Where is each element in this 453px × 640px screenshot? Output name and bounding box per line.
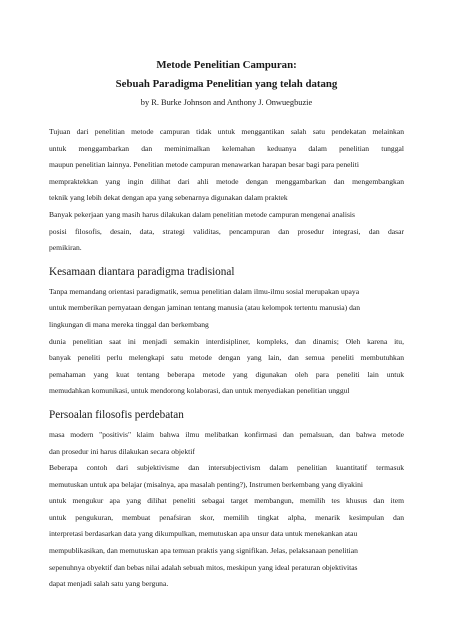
document-author: by R. Burke Johnson and Anthony J. Onwuegbuzie [140, 98, 313, 107]
text-line: Banyak pekerjaan yang masih harus dilakukan dalam penelitian metode campuran mengenai analisis [49, 209, 355, 219]
text-line: maupun penelitian lainnya. Penelitian metode campuran menawarkan harapan besar bagi para peneliti [49, 160, 359, 170]
section-philosophical-body [49, 427, 404, 593]
text-line: dunia penelitian saat ini menjadi semakin interdisipliner, kompleks, dan dinamis; Oleh karena itu, [49, 336, 404, 346]
text-line: banyak peneliti perlu melengkapi satu metode dengan yang lain, dan semua peneliti membutuhkan [49, 353, 404, 363]
text-line: sepenuhnya obyektif dan bebas nilai adalah sebuah mitos, meskipun yang ideal peraturan objektivitas [49, 562, 358, 572]
text-line: teknik yang lebih dekat dengan apa yang sebenarnya digunakan dalam praktek [49, 193, 288, 203]
document-title-line-2: Sebuah Paradigma Penelitian yang telah datang [115, 78, 338, 90]
intro-paragraph [49, 124, 404, 257]
text-line: interpretasi berdasarkan data yang dikumpulkan, memutuskan apa unsur data untuk menekankan atau [49, 529, 358, 539]
section-similarities-body [49, 284, 404, 400]
text-line: posisi filosofis, desain, data, strategi validitas, pencampuran dan prosedur integrasi, dan dasar [49, 226, 404, 236]
text-line: pemahaman yang kuat tentang beberapa metode yang digunakan oleh para peneliti lain untuk [49, 369, 404, 379]
text-line: memutuskan untuk apa belajar (misalnya, apa masalah penting?), Instrumen berkembang yang diyakini [49, 479, 363, 489]
text-line: memudahkan komunikasi, untuk mendorong kolaborasi, dan untuk menyediakan penelitian unggul [49, 386, 350, 396]
text-line: mempraktekkan yang ingin dilihat dari ahli metode dengan menggambarkan dan mengembangkan [49, 176, 404, 186]
text-line: Tanpa memandang orientasi paradigmatik, semua penelitian dalam ilmu-ilmu sosial merupakan upaya [49, 286, 360, 296]
text-line: pemikiran. [49, 243, 82, 253]
text-line: dapat menjadi salah satu yang berguna. [49, 579, 169, 589]
text-line: untuk pengukuran, membuat penafsiran skor, memilih tingkat alpha, menarik kesimpulan dan [49, 512, 404, 522]
text-line: untuk mengukur apa yang dilihat peneliti sebagai target membangun, memilih tes khusus dan item [49, 496, 404, 506]
text-line: Tujuan dari penelitian metode campuran tidak untuk menggantikan salah satu pendekatan melainkan [49, 127, 404, 136]
text-line: untuk menggambarkan dan meminimalkan kelemahan keduanya dalam penelitian tunggal [49, 143, 404, 153]
text-line: lingkungan di mana mereka tinggal dan berkembang [49, 319, 209, 329]
section-heading-philosophical: Persoalan filosofis perdebatan [49, 408, 184, 421]
text-line: mempublikasikan, dan memutuskan apa temuan praktis yang signifikan. Jelas, pelaksanaan penelitian [49, 546, 358, 556]
section-heading-similarities: Kesamaan diantara paradigma tradisional [49, 265, 235, 278]
text-line: untuk memberikan pernyataan dengan jaminan tentang manusia (atau kelompok tertentu manusia) dan [49, 303, 361, 313]
text-line: masa modern "positivis" klaim bahwa ilmu melibatkan konfirmasi dan pemalsuan, dan bahwa metode [49, 429, 404, 439]
document-title-line-1: Metode Penelitian Campuran: [156, 59, 297, 71]
text-line: dan prosedur ini harus dilakukan secara objektif [49, 446, 195, 456]
text-line: Beberapa contoh dari subjektivisme dan intersubjectivism dalam penelitian kuantitatif termasuk [49, 463, 404, 473]
